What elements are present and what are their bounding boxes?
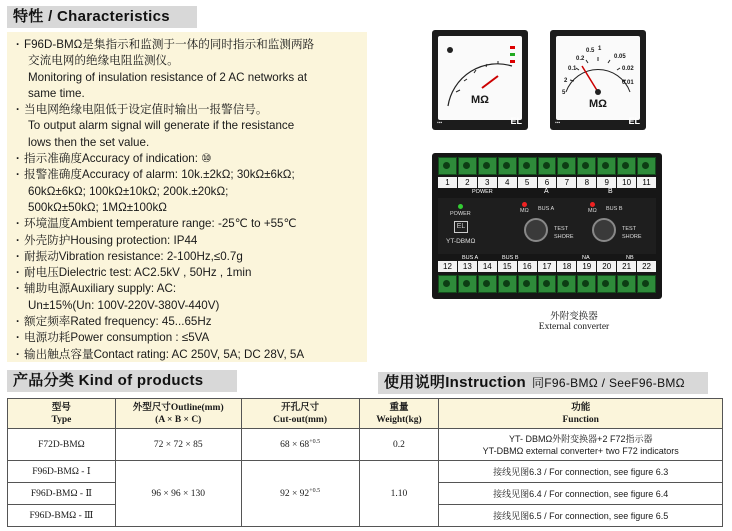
cell-function: 接线见图6.3 / For connection, see figure 6.3 <box>439 461 723 483</box>
terminal-screw-icon <box>597 157 616 175</box>
terminal-screw-icon <box>478 275 497 293</box>
cell-outline: 72 × 72 × 85 <box>115 429 241 461</box>
terminal-number: 5 <box>518 177 537 188</box>
table-row <box>8 429 723 461</box>
characteristic-item <box>16 102 363 118</box>
cell-outline-group: 96 × 96 × 130 <box>115 461 241 527</box>
terminal-screw-icon <box>538 275 557 293</box>
terminal-number: 2 <box>458 177 477 188</box>
terminal-screw-icon <box>617 157 636 175</box>
terminal-number: 18 <box>557 261 576 272</box>
panel-shore-a: SHORE <box>554 234 574 240</box>
cell-function: YT- DBMΩ外附变换器+2 F72指示器 YT-DBMΩ external converter+ two F72 indicators <box>439 429 723 461</box>
cell-type: F96D-BMΩ - Ⅲ <box>8 505 116 527</box>
meter-left-brand: EL <box>510 116 522 126</box>
characteristic-continuation <box>16 53 363 69</box>
bullet-icon: · <box>16 266 20 280</box>
characteristic-continuation <box>16 298 363 314</box>
characteristic-item <box>16 314 363 330</box>
characteristics-box <box>7 32 367 362</box>
cell-type: F72D-BMΩ <box>8 429 116 461</box>
panel-test-a: TEST <box>554 226 569 232</box>
characteristic-text: 交流电网的绝缘电阻监测仪。 <box>28 54 179 68</box>
panel-test-b: TEST <box>622 226 637 232</box>
meter-right-model: ▪▪▪ <box>555 120 561 126</box>
header-weight: 重量 Weight(kg) <box>359 399 439 429</box>
characteristic-text: 耐电压Dielectric test: AC2.5kV , 50Hz , 1min <box>24 266 252 280</box>
terminal-screw-icon <box>438 275 457 293</box>
terminal-number: 15 <box>498 261 517 272</box>
characteristic-continuation <box>16 184 363 200</box>
characteristic-text: 500kΩ±50kΩ; 1MΩ±100kΩ <box>28 200 167 214</box>
panel-bus-a-label: BUS A <box>538 206 555 212</box>
characteristic-text: 耐振动Vibration resistance: 2-100Hz,≤0.7g <box>24 249 243 263</box>
characteristic-item <box>16 330 363 346</box>
terminal-number: 6 <box>538 177 557 188</box>
device-caption-cn: 外附变换器 <box>550 311 598 322</box>
characteristic-text: 电源功耗Power consumption : ≤5VA <box>24 331 210 345</box>
terminal-screw-icon <box>577 275 596 293</box>
bullet-icon: · <box>16 168 20 182</box>
bottom-label-nb: NB <box>626 255 634 261</box>
terminal-number: 4 <box>498 177 517 188</box>
bullet-icon: · <box>16 38 20 51</box>
bus-a-alarm-led-icon <box>522 202 527 207</box>
characteristic-text: lows then the set value. <box>28 135 150 149</box>
meter-right-unit: MΩ <box>589 98 607 110</box>
terminal-screw-icon <box>538 157 557 175</box>
terminal-number: 12 <box>438 261 457 272</box>
header-outline: 外型尺寸Outline(mm) (A × B × C) <box>115 399 241 429</box>
meter-left-model: ▪▪▪ <box>437 120 443 126</box>
terminal-block-bottom <box>438 275 656 293</box>
terminal-number: 7 <box>557 177 576 188</box>
scale-label: 2 <box>564 78 568 84</box>
terminal-number: 16 <box>518 261 537 272</box>
terminal-screw-icon <box>478 157 497 175</box>
terminal-number: 13 <box>458 261 477 272</box>
bullet-icon: · <box>16 331 20 345</box>
logo-icon: EL <box>454 221 468 233</box>
characteristic-text: Monitoring of insulation resistance of 2 AC networks at <box>28 70 308 84</box>
terminal-number: 8 <box>577 177 596 188</box>
terminal-number: 10 <box>617 177 636 188</box>
products-table <box>7 398 723 527</box>
characteristic-item <box>16 281 363 297</box>
terminal-screw-icon <box>597 275 616 293</box>
scale-label: 1 <box>598 46 602 52</box>
characteristic-item <box>16 151 363 167</box>
cell-type: F96D-BMΩ - Ⅱ <box>8 483 116 505</box>
products-heading: 产品分类 Kind of products <box>7 370 237 392</box>
scale-label: 0.1 <box>568 66 577 72</box>
cell-type: F96D-BMΩ - Ⅰ <box>8 461 116 483</box>
terminal-screw-icon <box>498 157 517 175</box>
panel-model-label: YT-DBMΩ <box>446 238 476 245</box>
bus-a-setting-knob[interactable] <box>524 218 548 242</box>
top-label-b: B <box>608 188 613 195</box>
header-function: 功能 Function <box>439 399 723 429</box>
characteristic-text: 辅助电源Auxiliary supply: AC: <box>24 282 177 296</box>
terminal-number: 1 <box>438 177 457 188</box>
terminal-screw-icon <box>458 275 477 293</box>
characteristic-text: same time. <box>28 86 85 100</box>
scale-label: 5 <box>562 90 566 96</box>
characteristic-continuation <box>16 86 363 102</box>
characteristic-continuation <box>16 200 363 216</box>
meter-right <box>550 30 646 130</box>
meter-left-unit: MΩ <box>471 94 489 106</box>
characteristic-item <box>16 233 363 249</box>
panel-bus-b-label: BUS B <box>606 206 623 212</box>
scale-label: 0.5 <box>586 48 595 54</box>
characteristic-continuation <box>16 118 363 134</box>
top-label-power: POWER <box>472 189 493 195</box>
terminal-number: 11 <box>637 177 656 188</box>
characteristic-text: 输出触点容量Contact rating: AC 250V, 5A; DC 28V, 5A <box>24 347 305 361</box>
terminal-screw-icon <box>438 157 457 175</box>
characteristic-item <box>16 37 363 53</box>
terminal-screw-icon <box>637 157 656 175</box>
bus-b-alarm-led-icon <box>590 202 595 207</box>
terminal-number: 19 <box>577 261 596 272</box>
characteristic-text: F96D-BMΩ是集指示和监测于一体的同时指示和监测两路 <box>24 38 315 51</box>
cell-weight: 0.2 <box>359 429 439 461</box>
bullet-icon: · <box>16 347 20 361</box>
scale-label: 0.02 <box>622 66 634 72</box>
terminal-screw-icon <box>518 275 537 293</box>
cell-function: 接线见图6.4 / For connection, see figure 6.4 <box>439 483 723 505</box>
header-cutout: 开孔尺寸 Cut-out(mm) <box>241 399 359 429</box>
cell-cutout-group: $92 \times 92^{+0.5}$ <box>241 461 359 527</box>
instruction-sub: 同F96-BMΩ / SeeF96-BMΩ <box>532 376 685 390</box>
terminal-numbers-top <box>438 177 656 188</box>
characteristic-item <box>16 249 363 265</box>
terminal-screw-icon <box>637 275 656 293</box>
cell-cutout: $68 \times 68^{+0.5}$ <box>241 429 359 461</box>
power-led-icon <box>458 204 463 209</box>
bullet-icon: · <box>16 217 20 231</box>
terminal-number: 3 <box>478 177 497 188</box>
terminal-screw-icon <box>498 275 517 293</box>
cell-function: 接线见图6.5 / For connection, see figure 6.5 <box>439 505 723 527</box>
bottom-label-bus-a: BUS A <box>462 255 479 261</box>
converter-front-panel <box>438 198 656 254</box>
terminal-block-top <box>438 157 656 175</box>
characteristic-text: To output alarm signal will generate if the resistance <box>28 119 295 133</box>
bullet-icon: · <box>16 315 20 329</box>
panel-mo-b: MΩ <box>588 208 597 214</box>
characteristic-continuation <box>16 70 363 86</box>
device-caption <box>504 311 644 333</box>
characteristic-text: Un±15%(Un: 100V-220V-380V-440V) <box>28 298 220 312</box>
terminal-screw-icon <box>557 275 576 293</box>
bus-b-setting-knob[interactable] <box>592 218 616 242</box>
panel-shore-b: SHORE <box>622 234 642 240</box>
panel-power-label: POWER <box>450 211 471 217</box>
panel-mo-a: MΩ <box>520 208 529 214</box>
device-illustration <box>420 28 720 338</box>
terminal-number: 9 <box>597 177 616 188</box>
characteristic-text: 60kΩ±6kΩ; 100kΩ±10kΩ; 200k.±20kΩ; <box>28 184 229 198</box>
characteristic-continuation <box>16 135 363 151</box>
scale-label: 0.01 <box>622 80 634 86</box>
characteristic-text: 指示准确度Accuracy of indication: ⑩ <box>24 152 212 166</box>
characteristic-text: 当电网绝缘电阻低于设定值时输出一报警信号。 <box>24 103 268 117</box>
cell-weight-group: 1.10 <box>359 461 439 527</box>
terminal-number: 21 <box>617 261 636 272</box>
terminal-number: 20 <box>597 261 616 272</box>
bottom-label-bus-b: BUS B <box>502 255 519 261</box>
instruction-title: 使用说明Instruction <box>384 374 526 391</box>
top-label-a: A <box>544 188 549 195</box>
scale-label: 0.05 <box>614 54 626 60</box>
meter-right-face <box>556 36 640 120</box>
meter-left <box>432 30 528 130</box>
characteristic-text: 环境温度Ambient temperature range: -25℃ to +55℃ <box>24 217 297 231</box>
terminal-number: 22 <box>637 261 656 272</box>
bottom-label-na: NA <box>582 255 590 261</box>
meter-right-brand: EL <box>628 116 640 126</box>
bullet-icon: · <box>16 152 20 166</box>
characteristic-item <box>16 216 363 232</box>
characteristics-heading: 特性 / Characteristics <box>7 6 197 28</box>
characteristic-text: 外壳防护Housing protection: IP44 <box>24 233 198 247</box>
terminal-number: 14 <box>478 261 497 272</box>
table-row <box>8 461 723 483</box>
meter-left-face <box>438 36 522 120</box>
device-caption-en: External converter <box>538 322 610 332</box>
bullet-icon: · <box>16 103 20 117</box>
table-header-row <box>8 399 723 429</box>
external-converter-unit <box>432 153 662 299</box>
characteristic-item <box>16 265 363 281</box>
instruction-heading <box>378 372 708 394</box>
terminal-screw-icon <box>617 275 636 293</box>
terminal-screw-icon <box>518 157 537 175</box>
meter-left-scale-icon <box>438 36 522 120</box>
characteristic-text: 额定频率Rated frequency: 45...65Hz <box>24 315 212 329</box>
terminal-screw-icon <box>557 157 576 175</box>
characteristic-item <box>16 167 363 183</box>
characteristic-text: 报警准确度Accuracy of alarm: 10k.±2kΩ; 30kΩ±6kΩ; <box>24 168 295 182</box>
scale-label: 0.2 <box>576 56 585 62</box>
terminal-screw-icon <box>577 157 596 175</box>
terminal-screw-icon <box>458 157 477 175</box>
characteristic-item <box>16 347 363 363</box>
terminal-numbers-bottom <box>438 261 656 272</box>
bullet-icon: · <box>16 282 20 296</box>
header-type: 型号 Type <box>8 399 116 429</box>
bullet-icon: · <box>16 233 20 247</box>
terminal-number: 17 <box>538 261 557 272</box>
bullet-icon: · <box>16 249 20 263</box>
